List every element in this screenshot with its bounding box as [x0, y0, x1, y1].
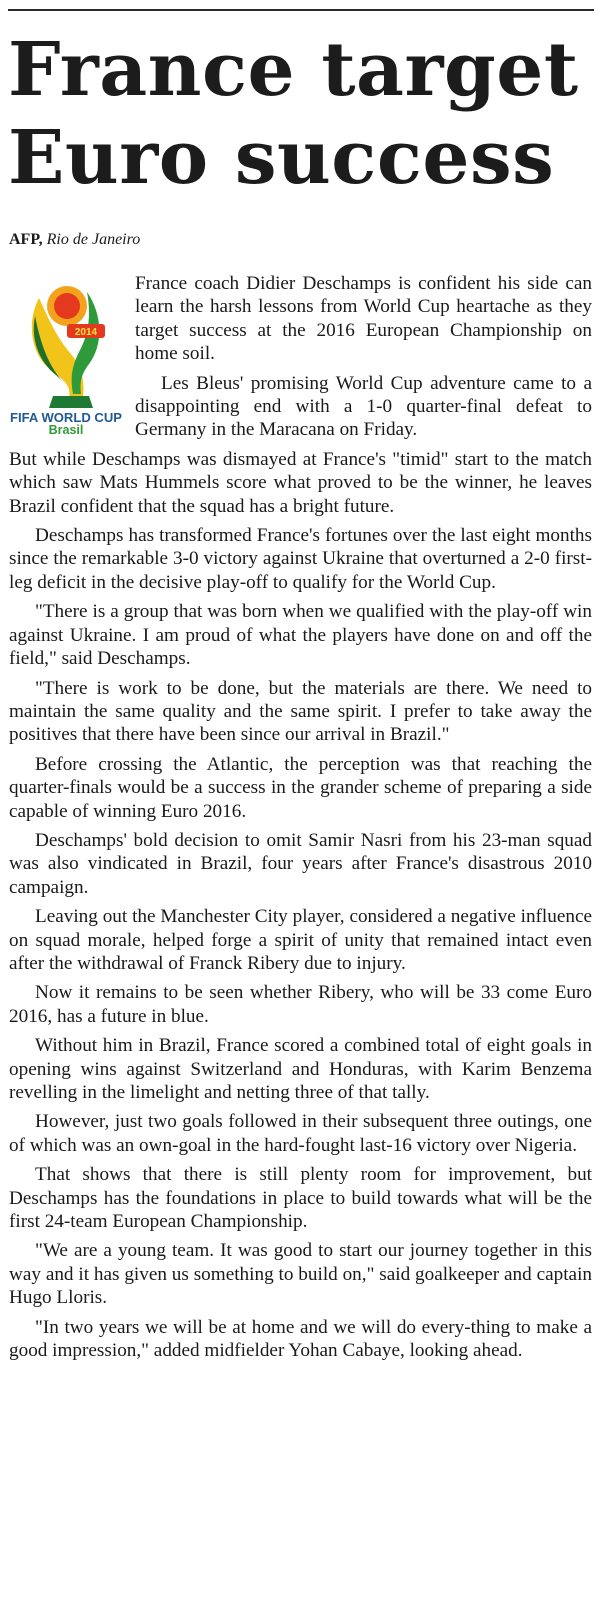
- headline-line-2: Euro success: [8, 115, 555, 201]
- article-paragraph-3: But while Deschamps was dismayed at France's "timid" start to the match which saw Mats Hummels score what proved to be the winner, he leaves Brazil confident that the squad has a bright future.: [9, 448, 592, 517]
- article-paragraph-15: "In two years we will be at home and we will do every-thing to make a good impression," added midfielder Yohan Cabaye, looking ahead.: [9, 1316, 592, 1362]
- article-paragraph-4: Deschamps has transformed France's fortunes over the last eight months since the remarkable 3-0 victory against Ukraine that overturned a 2-0 first-leg deficit in the decisive play-off to qualify for the World Cup.: [9, 525, 592, 593]
- article-paragraph-13: That shows that there is still plenty room for improvement, but Deschamps has the foundations in place to build towards what will be the first 24-team European Championship.: [9, 1164, 592, 1233]
- byline-location: Rio de Janeiro: [46, 231, 141, 248]
- article-paragraph-12: However, just two goals followed in their subsequent three outings, one of which was an own-goal in the hard-fought last-16 victory over Nigeria.: [9, 1111, 592, 1156]
- logo-text-1: FIFA WORLD CUP: [10, 411, 122, 425]
- article-paragraph-10: Now it remains to be seen whether Ribery, who will be 33 come Euro 2016, has a future in blue.: [9, 982, 592, 1027]
- article-paragraph-14: "We are a young team. It was good to start our journey together in this way and it has given us something to build on," said goalkeeper and captain Hugo Lloris.: [9, 1240, 592, 1309]
- world-cup-logo: [9, 276, 123, 434]
- article-paragraph-11: Without him in Brazil, France scored a combined total of eight goals in opening wins against Switzerland and Honduras, with Karim Benzema revelling in the limelight and netting three of that tally.: [9, 1035, 592, 1103]
- headline-line-1: France target: [8, 27, 579, 113]
- article-paragraph-6: "There is work to be done, but the materials are there. We need to maintain the same quality and the same spirit. I prefer to take away the positives that there have been since our arrival in Brazil.": [9, 677, 592, 746]
- byline: [9, 230, 140, 250]
- article-paragraph-5: "There is a group that was born when we qualified with the play-off win against Ukraine. I am proud of what the players have done on and off the field," said Deschamps.: [9, 601, 592, 670]
- article-paragraph-8: Deschamps' bold decision to omit Samir Nasri from his 23-man squad was also vindicated in Brazil, four years after France's disastrous 2010 campaign.: [9, 829, 592, 898]
- top-rule: [8, 9, 594, 11]
- article-paragraph-7: Before crossing the Atlantic, the perception was that reaching the quarter-finals would be a success in the grander scheme of preparing a side capable of winning Euro 2016.: [9, 753, 592, 822]
- logo-hand-inner: [54, 293, 80, 319]
- logo-text-2: Brasil: [48, 423, 84, 434]
- article-paragraph-1: France coach Didier Deschamps is confident his side can learn the harsh lessons from World Cup heartache as they target success at the 2016 European Championship on home soil.: [135, 273, 592, 365]
- logo-year: 2014: [74, 327, 98, 338]
- logo-base: [49, 396, 93, 408]
- byline-agency: AFP,: [9, 231, 43, 248]
- article-body: [9, 272, 592, 1368]
- article-paragraph-9: Leaving out the Manchester City player, considered a negative influence on squad morale, helped forge a spirit of unity that remained intact even after the withdrawal of Franck Ribery due to injury.: [9, 906, 592, 974]
- headline: [8, 26, 598, 202]
- article-paragraph-2: Les Bleus' promising World Cup adventure came to a disappointing end with a 1-0 quarter-final defeat to Germany in the Maracana on Friday.: [135, 372, 592, 441]
